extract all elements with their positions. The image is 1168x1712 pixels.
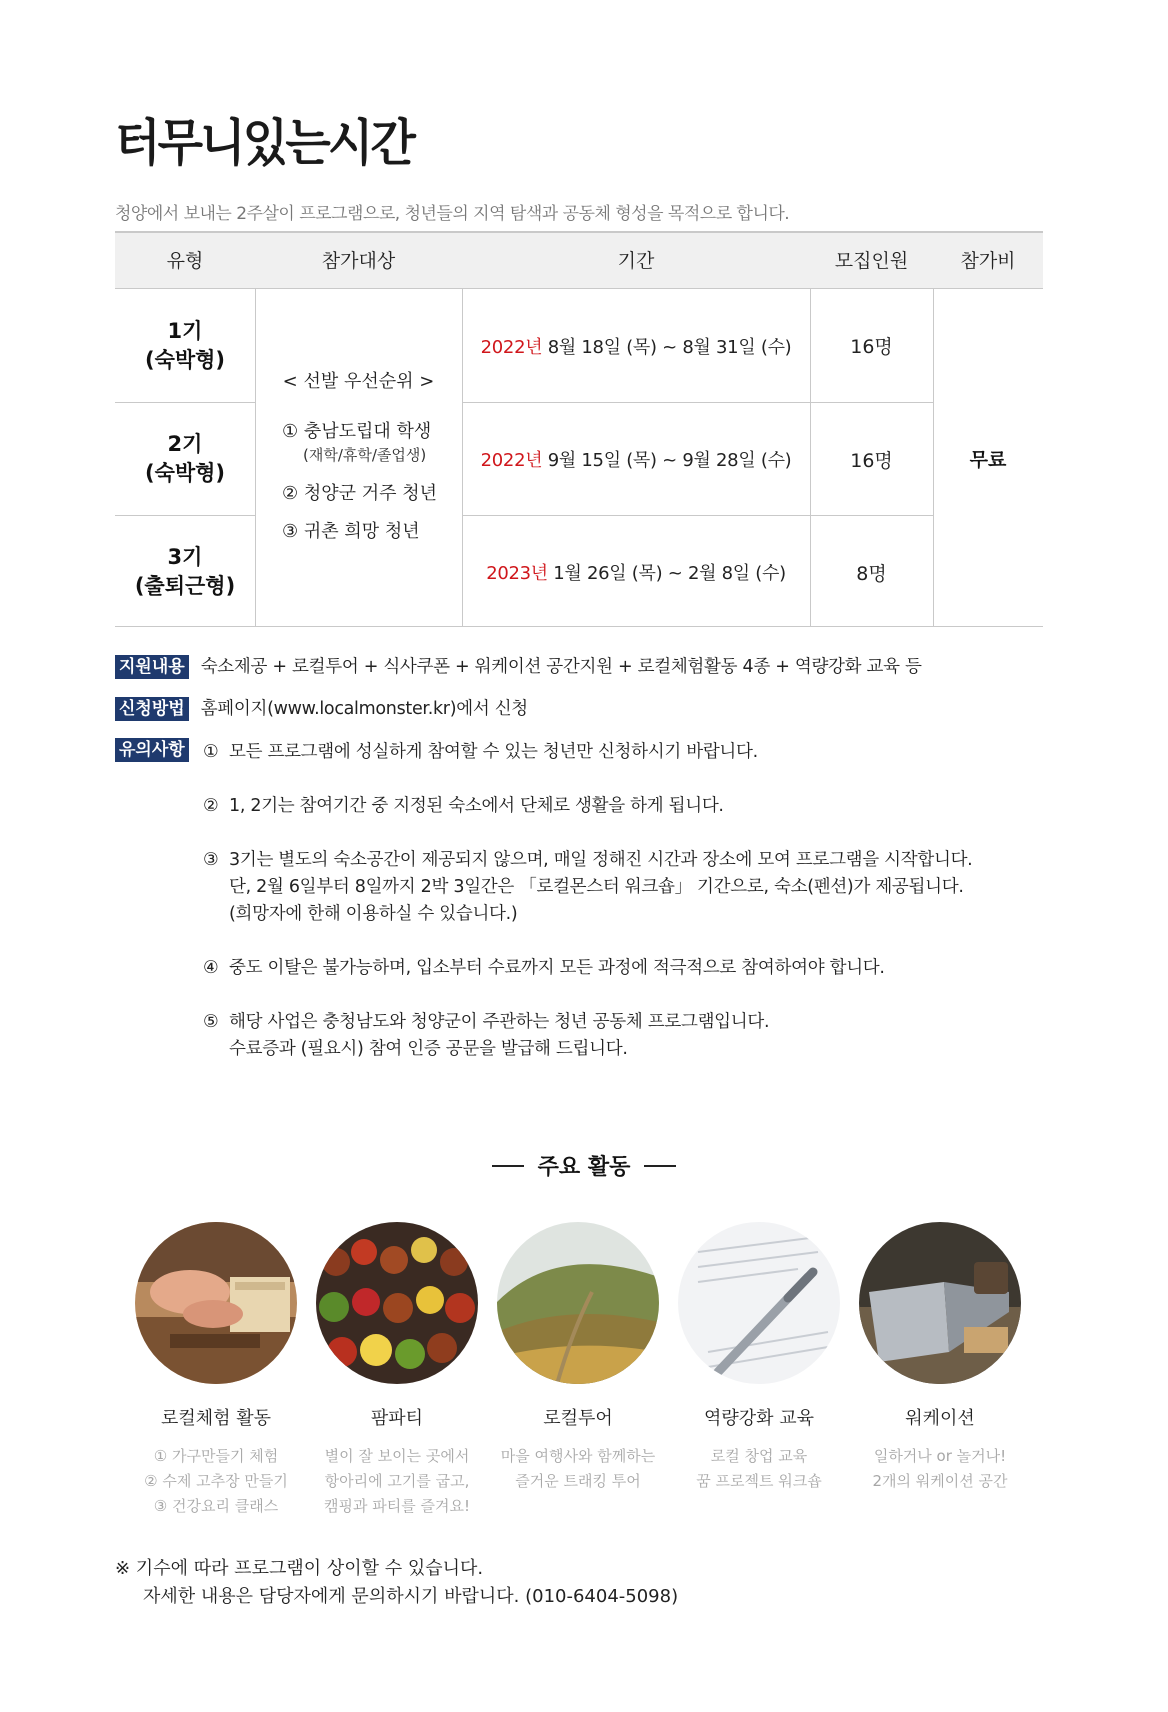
activity-photo-workation bbox=[859, 1222, 1021, 1384]
header-type: 유형 bbox=[166, 250, 204, 272]
period-year: 2023년 bbox=[486, 563, 548, 584]
table-row-type bbox=[115, 289, 255, 402]
table-header bbox=[115, 233, 1043, 289]
activity-desc-line: ③ 건강요리 클래스 bbox=[153, 1497, 279, 1515]
cohort-kind: (출퇴근형) bbox=[134, 574, 236, 598]
recruit-count: 16명 bbox=[850, 449, 893, 472]
note-line: 3기는 별도의 숙소공간이 제공되지 않으며, 매일 정해진 시간과 장소에 모여 프로그램을 시작합니다. bbox=[229, 850, 973, 870]
activity-photo-contract bbox=[678, 1222, 840, 1384]
activity-photo-woodwork bbox=[135, 1222, 297, 1384]
table-row-recruit bbox=[810, 516, 933, 628]
period-dates: 9월 15일 (목) ~ 9월 28일 (수) bbox=[542, 450, 792, 471]
fee-value: 무료 bbox=[969, 449, 1007, 471]
period-year: 2022년 bbox=[480, 336, 543, 358]
heading-dash bbox=[492, 1165, 524, 1167]
support-label: 지원내용 bbox=[115, 655, 189, 679]
note-item bbox=[203, 955, 885, 982]
activity-photo-hill bbox=[497, 1222, 659, 1384]
header-fee: 참가비 bbox=[960, 250, 1016, 272]
cohort-kind: (숙박형) bbox=[144, 347, 226, 372]
note-line: (희망자에 한해 이용하실 수 있습니다.) bbox=[229, 904, 518, 924]
period-year: 2022년 bbox=[480, 450, 543, 471]
note-line: 해당 사업은 충청남도와 청양군이 주관하는 청년 공동체 프로그램입니다. bbox=[229, 1012, 770, 1032]
header-target: 참가대상 bbox=[321, 250, 396, 272]
activity-desc-line: 캠핑과 파티를 즐겨요! bbox=[324, 1497, 470, 1515]
table-row-recruit bbox=[810, 403, 933, 515]
note-line: 중도 이탈은 불가능하며, 입소부터 수료까지 모든 과정에 적극적으로 참여하여야 합니다. bbox=[229, 958, 885, 978]
target-item: ① 충남도립대 학생 bbox=[282, 421, 432, 442]
header-recruit: 모집인원 bbox=[834, 250, 909, 272]
header-period: 기간 bbox=[617, 250, 655, 272]
note-line: 단, 2월 6일부터 8일까지 2박 3일간은 「로컬몬스터 워크숍」 기간으로, 숙소(펜션)가 제공됩니다. bbox=[229, 877, 964, 897]
activity-desc-line: ② 수제 고추장 만들기 bbox=[144, 1472, 288, 1490]
activity-desc-line: 로컬 창업 교육 bbox=[710, 1447, 808, 1465]
page-subtitle: 청양에서 보내는 2주살이 프로그램으로, 청년들의 지역 탐색과 공동체 형성을 목적으로 합니다. bbox=[115, 204, 790, 224]
recruit-count: 8명 bbox=[856, 562, 887, 585]
note-line: 수료증과 (필요시) 참여 인증 공문을 발급해 드립니다. bbox=[229, 1039, 628, 1059]
activity-name: 팜파티 bbox=[370, 1408, 424, 1429]
activity-card bbox=[850, 1222, 1030, 1494]
footer-line: 자세한 내용은 담당자에게 문의하시기 바랍니다. (010-6404-5098) bbox=[143, 1586, 679, 1607]
footer-line: ※ 기수에 따라 프로그램이 상이할 수 있습니다. bbox=[115, 1558, 484, 1579]
footer-note bbox=[115, 1555, 678, 1611]
activity-desc-line: 항아리에 고기를 굽고, bbox=[324, 1472, 470, 1490]
note-item bbox=[203, 847, 972, 928]
notes-row bbox=[115, 738, 189, 762]
target-item: ② 청양군 거주 청년 bbox=[282, 483, 438, 504]
activity-card bbox=[669, 1222, 849, 1494]
note-number: ② bbox=[203, 796, 219, 816]
apply-row bbox=[115, 697, 528, 721]
target-item: ③ 귀촌 희망 청년 bbox=[282, 521, 420, 542]
table-row-period bbox=[462, 403, 810, 515]
activities-heading bbox=[0, 1150, 1168, 1181]
activity-name: 로컬투어 bbox=[543, 1408, 613, 1429]
schedule-table bbox=[115, 231, 1043, 627]
note-number: ④ bbox=[203, 958, 219, 978]
table-row-period bbox=[462, 289, 810, 402]
activity-desc-line: 꿈 프로젝트 워크숍 bbox=[696, 1472, 822, 1490]
table-row-type bbox=[115, 403, 255, 515]
apply-text: 홈페이지(www.localmonster.kr)에서 신청 bbox=[200, 699, 528, 719]
note-number: ⑤ bbox=[203, 1012, 219, 1032]
period-dates: 1월 26일 (목) ~ 2월 8일 (수) bbox=[547, 563, 786, 584]
note-item bbox=[203, 793, 724, 820]
activities-title: 주요 활동 bbox=[537, 1155, 631, 1180]
cohort-kind: (숙박형) bbox=[144, 461, 226, 485]
activity-card bbox=[488, 1222, 668, 1494]
priority-heading: < 선발 우선순위 > bbox=[282, 371, 435, 392]
activity-name: 역량강화 교육 bbox=[703, 1408, 815, 1429]
support-row bbox=[115, 655, 922, 679]
period-dates: 8월 18일 (목) ~ 8월 31일 (수) bbox=[542, 336, 792, 358]
activity-desc-line: 별이 잘 보이는 곳에서 bbox=[324, 1447, 470, 1465]
activity-desc-line: 2개의 워케이션 공간 bbox=[872, 1472, 1008, 1490]
apply-label: 신청방법 bbox=[115, 697, 189, 721]
table-row-type bbox=[115, 516, 255, 628]
target-cell bbox=[255, 289, 462, 628]
table-row-recruit bbox=[810, 289, 933, 402]
cohort-name: 2기 bbox=[167, 432, 203, 456]
target-item-sub: (재학/휴학/졸업생) bbox=[303, 446, 427, 464]
cohort-name: 3기 bbox=[167, 545, 203, 569]
activity-desc-line: ① 가구만들기 체험 bbox=[153, 1447, 279, 1465]
note-item bbox=[203, 1009, 769, 1063]
page-title: 터무니있는시간 bbox=[115, 114, 414, 172]
heading-dash bbox=[644, 1165, 676, 1167]
activity-card bbox=[126, 1222, 306, 1519]
note-line: 모든 프로그램에 성실하게 참여할 수 있는 청년만 신청하시기 바랍니다. bbox=[229, 742, 758, 762]
activity-name: 로컬체험 활동 bbox=[160, 1408, 272, 1429]
activity-card bbox=[307, 1222, 487, 1519]
cohort-name: 1기 bbox=[167, 318, 203, 343]
note-number: ① bbox=[203, 742, 219, 762]
activity-desc-line: 일하거나 or 놀거나! bbox=[873, 1447, 1007, 1465]
notes-label: 유의사항 bbox=[115, 738, 189, 762]
activity-desc-line: 마을 여행사와 함께하는 bbox=[500, 1447, 656, 1465]
note-item bbox=[203, 739, 758, 766]
fee-cell bbox=[933, 289, 1043, 628]
activity-desc-line: 즐거운 트래킹 투어 bbox=[515, 1472, 641, 1490]
activity-name: 워케이션 bbox=[905, 1408, 975, 1429]
note-line: 1, 2기는 참여기간 중 지정된 숙소에서 단체로 생활을 하게 됩니다. bbox=[229, 796, 724, 816]
support-text: 숙소제공 + 로컬투어 + 식사쿠폰 + 워케이션 공간지원 + 로컬체험활동 4종 + 역량강화 교육 등 bbox=[200, 657, 922, 677]
recruit-count: 16명 bbox=[850, 336, 893, 358]
activity-photo-skewers bbox=[316, 1222, 478, 1384]
table-row-period bbox=[462, 516, 810, 628]
note-number: ③ bbox=[203, 850, 219, 870]
